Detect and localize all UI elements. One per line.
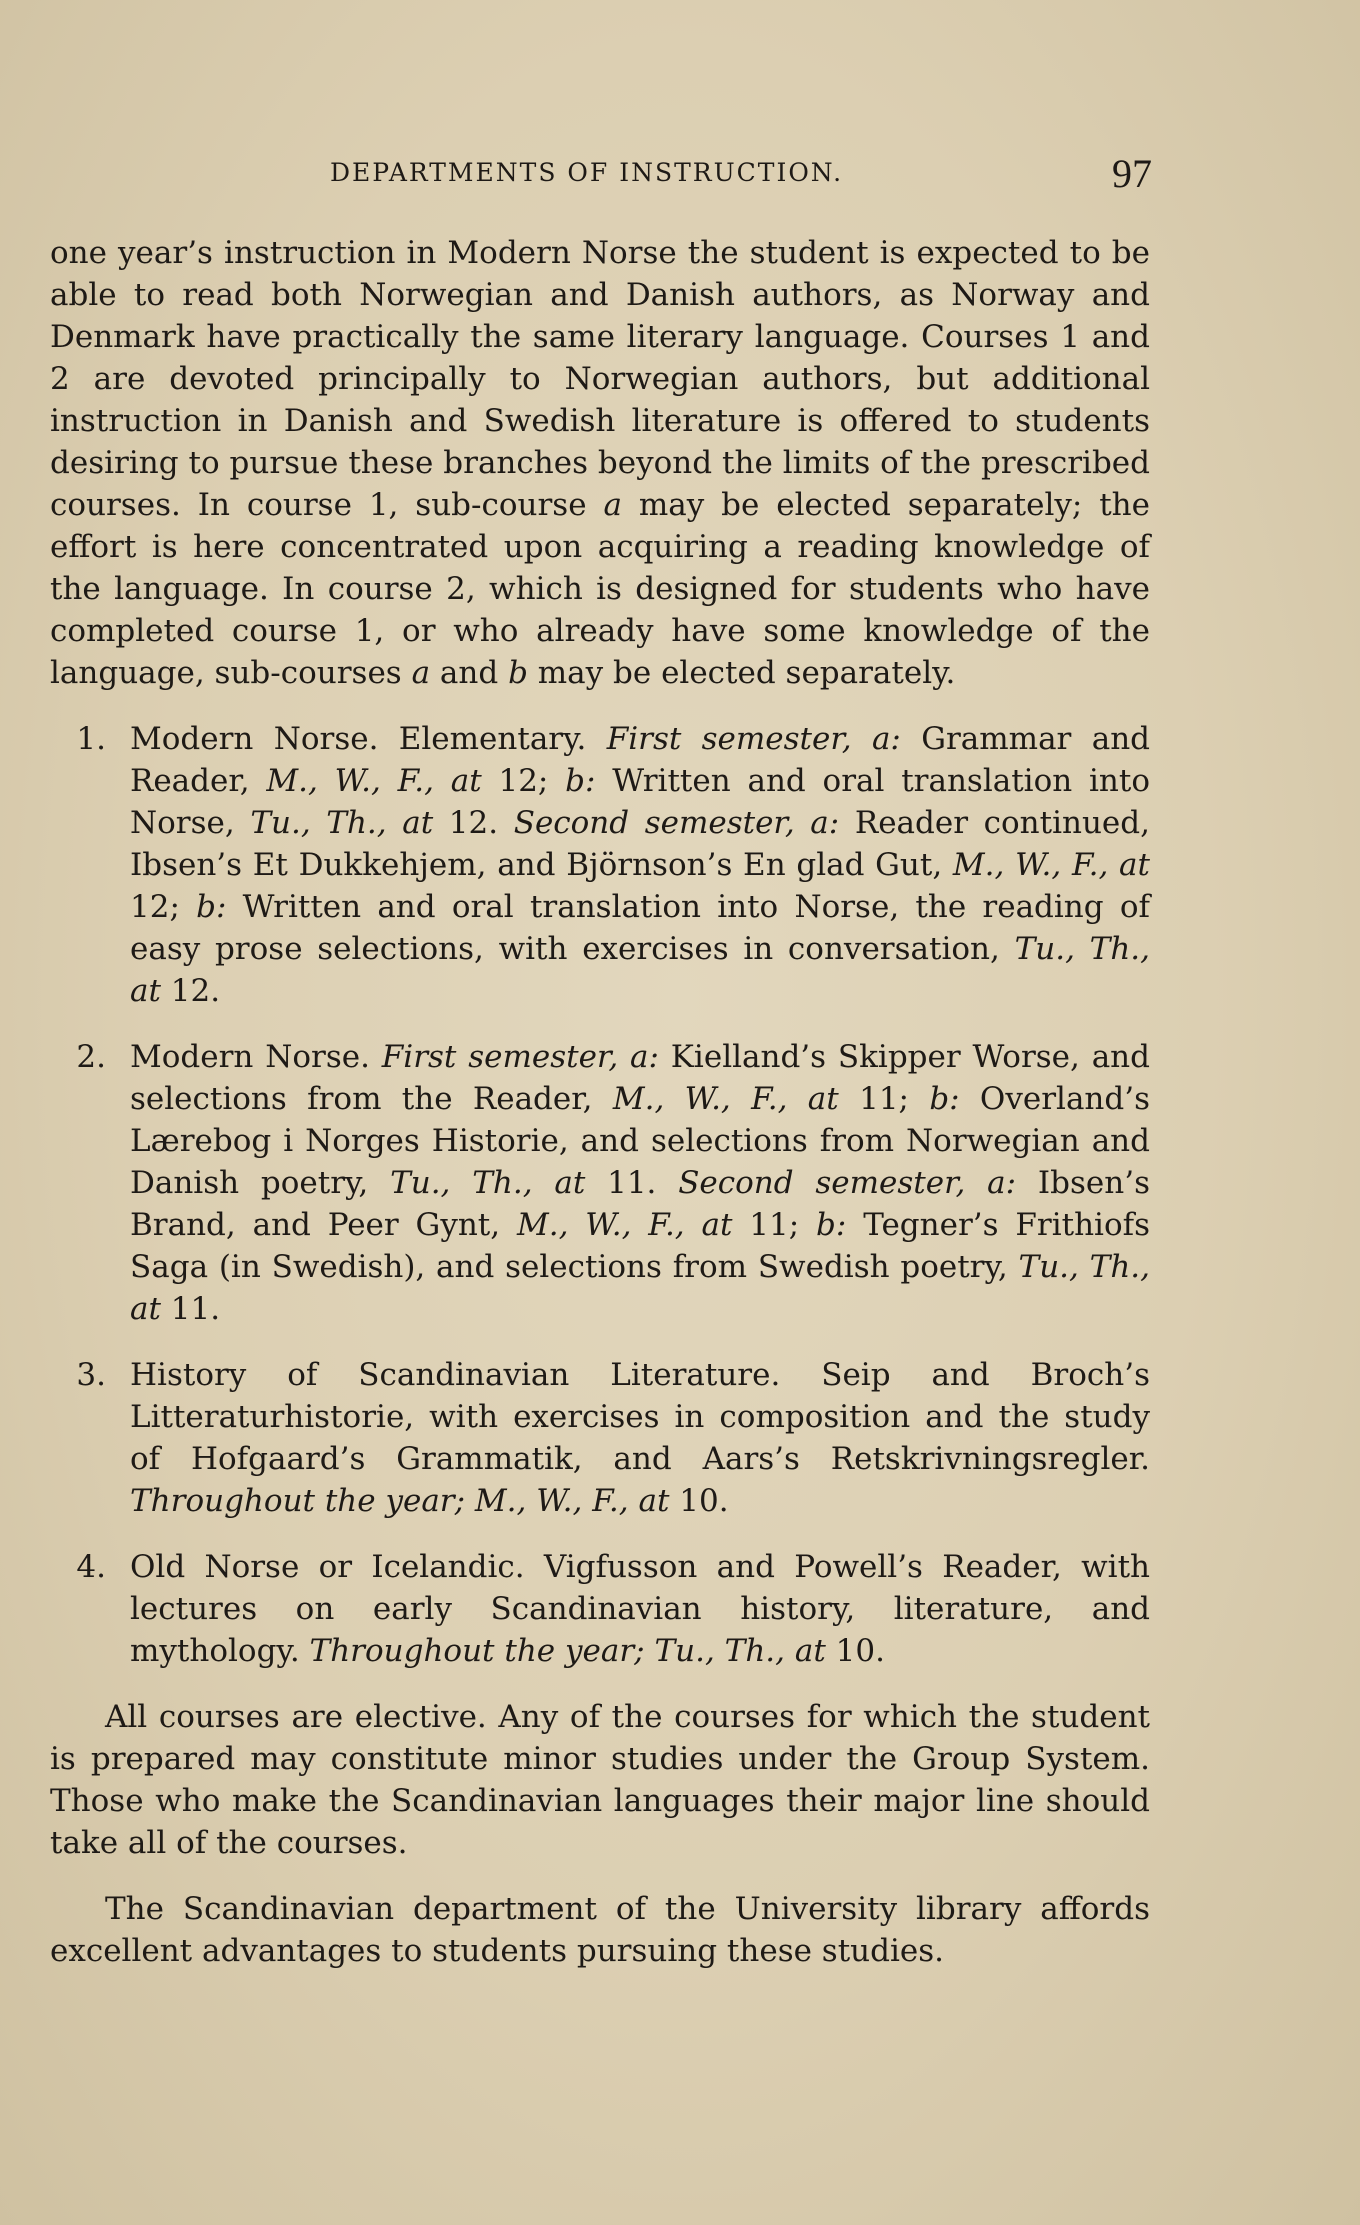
course-item-1 — [50, 718, 1150, 1012]
course-item-2 — [50, 1036, 1150, 1330]
intro-paragraph: one year’s instruction in Modern Norse the student is expected to be able to read both Norwegian and Danish authors, as Norway and Denmark have practically the same literary language. Courses 1 and 2 are devoted principally to Norwegian authors, but additional instruction in Danish and Swedish literature is offered to students desiring to pursue these branches beyond the limits of the prescribed courses. In course 1, sub-course a may be elected separately; the effort is here concentrated upon acquiring a reading knowledge of the language. In course 2, which is designed for students who have completed course 1, or who already have some knowledge of the language, sub-courses a and b may be elected separately. — [50, 235, 1150, 691]
course-item-3 — [50, 1354, 1150, 1522]
closing-paragraph: All courses are elective. Any of the courses for which the student is prepared may constitute minor studies under the Group System. Those who make the Scandinavian languages their major line should take all of the courses. — [50, 1699, 1150, 1861]
course-number: 2. — [76, 1039, 106, 1075]
page-body — [50, 232, 1150, 1996]
course-number: 4. — [76, 1549, 106, 1585]
course-number: 3. — [76, 1357, 106, 1393]
course-description: Modern Norse. First semester, a: Kielland’s Skipper Worse, and selections from the Reader, M., W., F., at 11; b: Overland’s Lærebog i Norges Historie, and selections from Norwegian and Danish poetry, Tu., Th., at 11. Second semester, a: Ibsen’s Brand, and Peer Gynt, M., W., F., at 11; b: Tegner’s Frithiofs Saga (in Swedish), and selections from Swedish poetry, Tu., Th., at 11. — [130, 1039, 1151, 1327]
course-description: Old Norse or Icelandic. Vigfusson and Powell’s Reader, with lectures on early Scandinavian history, literature, and mythology. Throughout the year; Tu., Th., at 10. — [130, 1549, 1150, 1669]
course-description: History of Scandinavian Literature. Seip and Broch’s Litteraturhistorie, with exercises in composition and the study of Hofgaard’s Grammatik, and Aars’s Retskrivningsregler. Throughout the year; M., W., F., at 10. — [130, 1357, 1150, 1519]
course-item-4 — [50, 1546, 1150, 1672]
running-head: DEPARTMENTS OF INSTRUCTION. — [330, 158, 844, 187]
course-description: Modern Norse. Elementary. First semester, a: Grammar and Reader, M., W., F., at 12; b: Written and oral translation into Norse, Tu., Th., at 12. Second semester, a: Reader continued, Ibsen’s Et Dukkehjem, and Björnson’s En glad Gut, M., W., F., at 12; b: Written and oral translation into Norse, the reading of easy prose selections, with exercises in conversation, Tu., Th., at 12. — [130, 721, 1151, 1009]
page-number: 97 — [1112, 151, 1152, 196]
closing-paragraph: The Scandinavian department of the University library affords excellent advantages to students pursuing these studies. — [50, 1891, 1150, 1969]
course-number: 1. — [76, 721, 106, 757]
page-header — [0, 150, 1360, 200]
